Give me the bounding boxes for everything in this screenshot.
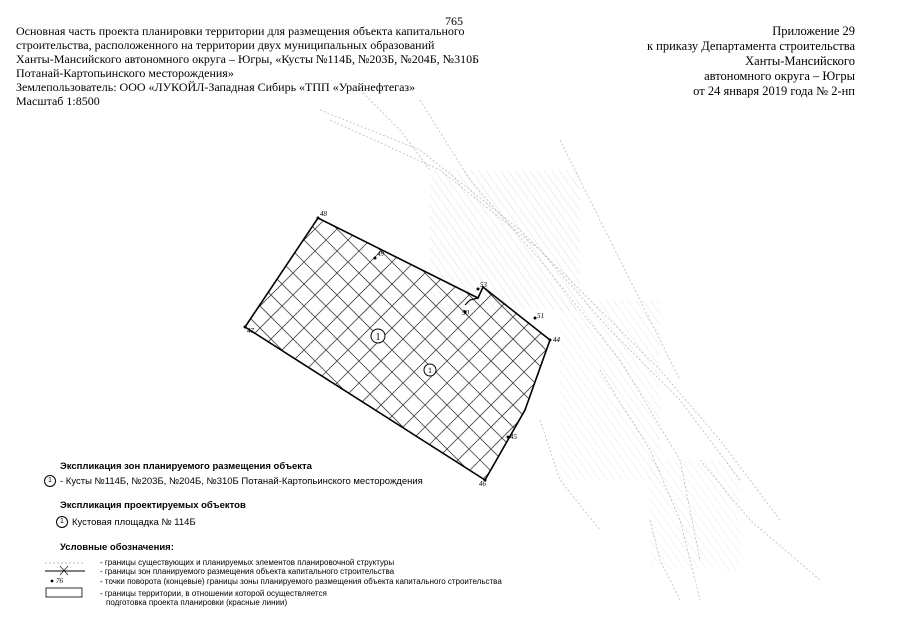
svg-text:51: 51 bbox=[537, 312, 544, 320]
objects-explication-title: Экспликация проектируемых объектов bbox=[60, 500, 246, 511]
objects-explication-item bbox=[56, 516, 196, 528]
svg-text:48: 48 bbox=[320, 210, 327, 218]
title-line: строительства, расположенного на территории двух муниципальных образований bbox=[16, 38, 435, 52]
zone-number: 1 bbox=[44, 475, 56, 487]
zones-explication-text: - Кусты №114Б, №203Б, №204Б, №310Б Потанай-Картопьинского месторождения bbox=[60, 475, 423, 487]
svg-text:1: 1 bbox=[375, 332, 381, 343]
scale: Масштаб 1:8500 bbox=[16, 94, 100, 108]
object-marker bbox=[424, 364, 436, 376]
legend-item: - точки поворота (концевые) границы зоны планируемого размещения объекта капитального строительства bbox=[100, 577, 502, 586]
hatched-area bbox=[560, 300, 660, 480]
object-number: 1 bbox=[56, 516, 68, 528]
appendix-line: автономного округа – Югры bbox=[704, 69, 855, 83]
svg-text:44: 44 bbox=[553, 336, 560, 344]
legend-item: - границы территории, в отношении которой осуществляется bbox=[100, 589, 327, 598]
appendix-line: Ханты-Мансийского bbox=[745, 54, 855, 68]
title-line: Основная часть проекта планировки территории для размещения объекта капитального bbox=[16, 24, 465, 38]
objects-explication-text: Кустовая площадка № 114Б bbox=[72, 516, 196, 528]
svg-text:49: 49 bbox=[377, 250, 384, 258]
appendix-line: Приложение 29 bbox=[772, 24, 855, 38]
title-line: Потанай-Картопьинского месторождения» bbox=[16, 66, 234, 80]
title-line: Ханты-Мансийского автономного округа – Югры, «Кусты №114Б, №203Б, №204Б, №310Б bbox=[16, 52, 479, 66]
appendix-line: к приказу Департамента строительства bbox=[646, 39, 855, 53]
legend-title: Условные обозначения: bbox=[60, 542, 174, 553]
svg-text:46: 46 bbox=[479, 480, 486, 488]
zones-explication-item bbox=[44, 475, 423, 487]
legend-symbols bbox=[40, 557, 90, 599]
corner-point-symbol bbox=[51, 580, 54, 583]
zones-explication-title: Экспликация зон планируемого размещения объекта bbox=[60, 461, 312, 472]
svg-text:50: 50 bbox=[462, 309, 469, 317]
svg-text:47: 47 bbox=[247, 327, 254, 335]
svg-text:53: 53 bbox=[480, 281, 487, 289]
legend-item: - границы существующих и планируемых элементов планировочной структуры bbox=[100, 558, 395, 567]
corner-point-sample: 76 bbox=[56, 577, 63, 585]
hatched-area bbox=[650, 460, 740, 570]
legend-item: - границы зон планируемого размещения объекта капитального строительства bbox=[100, 567, 395, 576]
svg-text:1: 1 bbox=[428, 366, 432, 375]
page-number: 765 bbox=[445, 14, 463, 28]
zone-marker bbox=[371, 329, 385, 343]
legend-item: подготовка проекта планировки (красные линии) bbox=[106, 598, 288, 607]
land-user: Землепользователь: ООО «ЛУКОЙЛ-Западная Сибирь «ТПП «Урайнефтегаз» bbox=[16, 80, 416, 94]
red-line-symbol bbox=[46, 588, 82, 597]
appendix-line: от 24 января 2019 года № 2-нп bbox=[693, 84, 855, 98]
svg-text:45: 45 bbox=[510, 433, 517, 441]
